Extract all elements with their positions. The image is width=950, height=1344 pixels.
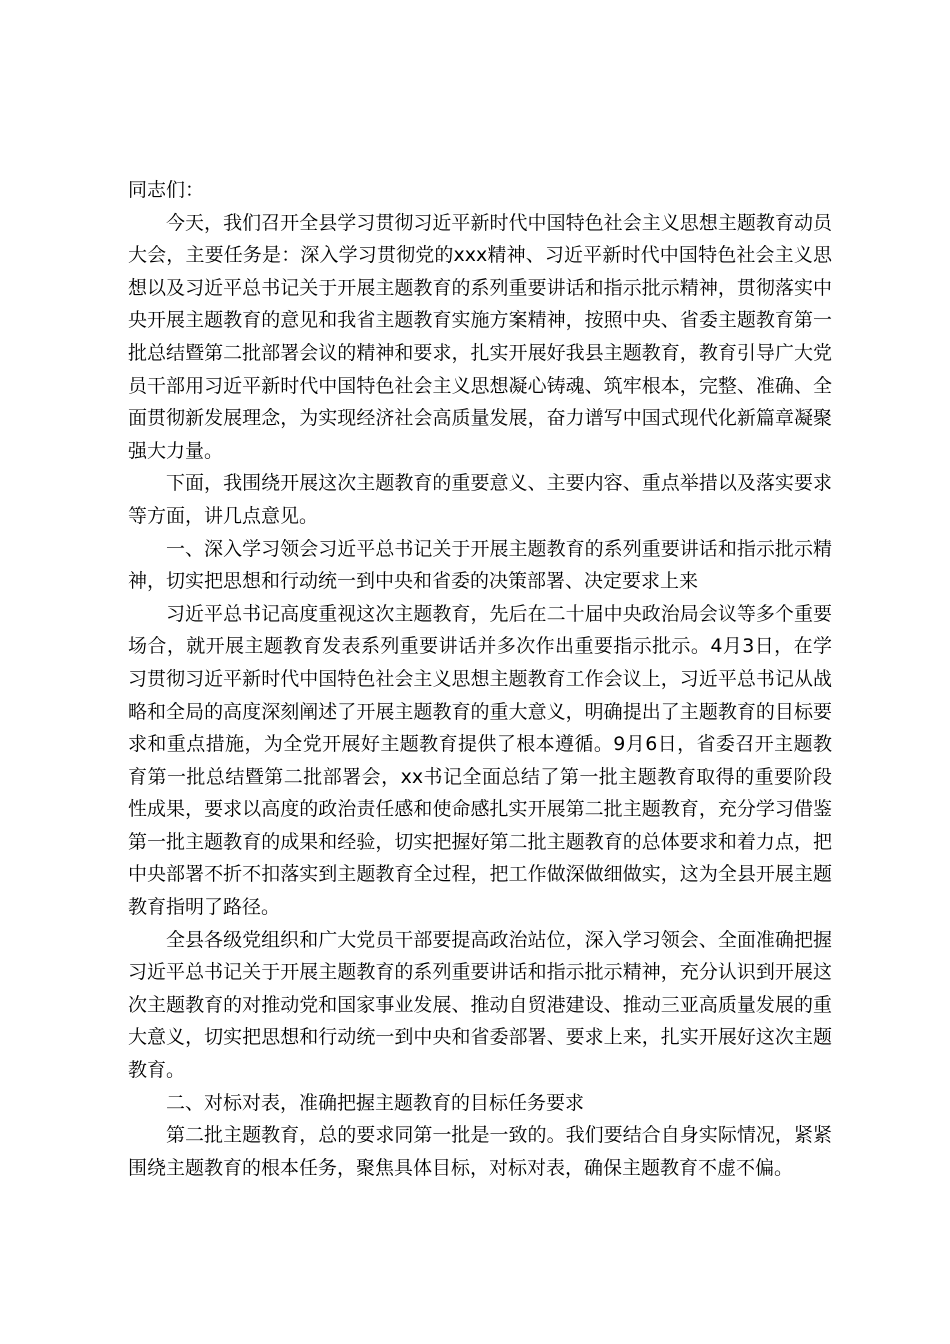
section-heading-two: 二、对标对表，准确把握主题教育的目标任务要求	[166, 1091, 585, 1114]
paragraph-outline: 下面，我围绕开展这次主题教育的重要意义、主要内容、重点举措以及落实要求等方面，讲几点意见。	[128, 472, 832, 527]
section-heading-one: 一、深入学习领会习近平总书记关于开展主题教育的系列重要讲话和指示批示精神，切实把思想和行动统一到中央和省委的决策部署、决定要求上来	[128, 537, 832, 593]
salutation: 同志们：	[128, 179, 205, 201]
document-body	[128, 174, 832, 1184]
paragraph-section-one-requirements: 全县各级党组织和广大党员干部要提高政治站位，深入学习领会、全面准确把握习近平总书记关于开展主题教育的系列重要讲话和指示批示精神，充分认识到开展这次主题教育的对推动党和国家事业发展、推动自贸港建设、推动三亚高质量发展的重大意义，切实把思想和行动统一到中央和省委部署、要求上来，扎实开展好这次主题教育。	[128, 928, 832, 1082]
paragraph-opening: 今天，我们召开全县学习贯彻习近平新时代中国特色社会主义思想主题教育动员大会，主要任务是：深入学习贯彻党的xxx精神、习近平新时代中国特色社会主义思想以及习近平总书记关于开展主题教育的系列重要讲话和指示批示精神，贯彻落实中央开展主题教育的意见和我省主题教育实施方案精神，按照中央、省委主题教育第一批总结暨第二批部署会议的精神和要求，扎实开展好我县主题教育，教育引导广大党员干部用习近平新时代中国特色社会主义思想凝心铸魂、筑牢根本，完整、准确、全面贯彻新发展理念，为实现经济社会高质量发展，奋力谱写中国式现代化新篇章凝聚强大力量。	[128, 211, 832, 462]
paragraph-section-one-body: 习近平总书记高度重视这次主题教育，先后在二十届中央政治局会议等多个重要场合，就开展主题教育发表系列重要讲话并多次作出重要指示批示。4月3日，在学习贯彻习近平新时代中国特色社会主义思想主题教育工作会议上，习近平总书记从战略和全局的高度深刻阐述了开展主题教育的重大意义，明确提出了主题教育的目标要求和重点措施，为全党开展好主题教育提供了根本遵循。9月6日，省委召开主题教育第一批总结暨第二批部署会，xx书记全面总结了第一批主题教育取得的重要阶段性成果，要求以高度的政治责任感和使命感扎实开展第二批主题教育，充分学习借鉴第一批主题教育的成果和经验，切实把握好第二批主题教育的总体要求和着力点，把中央部署不折不扣落实到主题教育全过程，把工作做深做细做实，这为全县开展主题教育指明了路径。	[128, 602, 832, 919]
paragraph-section-two-body: 第二批主题教育，总的要求同第一批是一致的。我们要结合自身实际情况，紧紧围绕主题教育的根本任务，聚焦具体目标，对标对表，确保主题教育不虚不偏。	[128, 1124, 832, 1179]
